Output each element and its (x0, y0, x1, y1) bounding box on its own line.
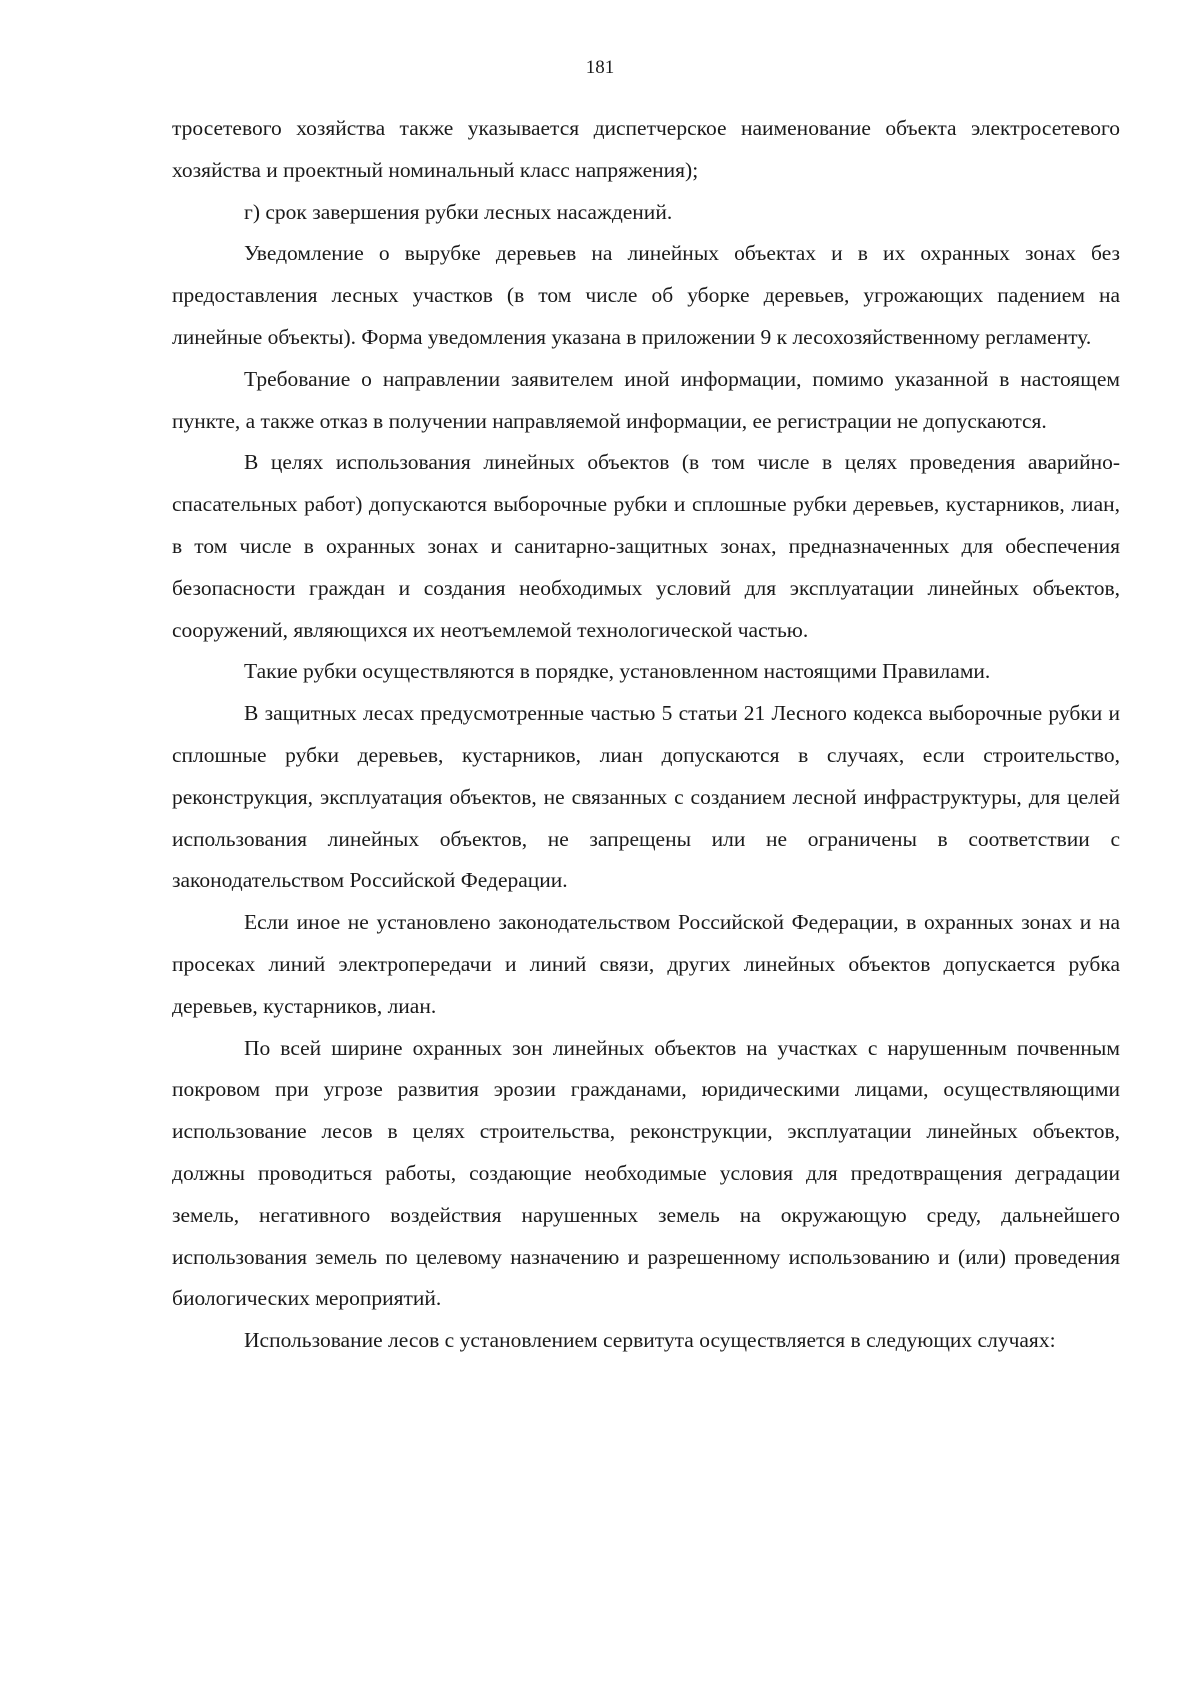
paragraph-servitude: Использование лесов с установлением сервитута осуществляется в следующих случаях: (244, 1328, 1056, 1353)
paragraph-protected-zones: Если иное не установлено законодательством Российской Федерации, в охранных зонах и на просеках линий электропередачи и линий связи, других линейных объектов допускается рубка деревьев, кустарников, лиан. (172, 910, 1120, 1018)
paragraph-protective-forests: В защитных лесах предусмотренные частью 5 статьи 21 Лесного кодекса выборочные рубки и сплошные рубки деревьев, кустарников, лиан допускаются в случаях, если строительство, реконструкция, эксплуатация объектов, не связанных с созданием лесной инфраструктуры, для целей использования линейных объектов, не запрещены или не ограничены в соответствии с законодательством Российской Федерации. (172, 701, 1120, 893)
paragraph-requirement: Требование о направлении заявителем иной информации, помимо указанной в настоящем пункте, а также отказ в получении направляемой информации, ее регистрации не допускаются. (172, 366, 1120, 433)
document-body (172, 108, 1120, 1362)
paragraph-such-cuttings: Такие рубки осуществляются в порядке, установленном настоящими Правилами. (244, 659, 991, 684)
page-number: 181 (585, 57, 615, 78)
paragraph-linear-objects: В целях использования линейных объектов (в том числе в целях проведения аварийно-спасательных работ) допускаются выборочные рубки и сплошные рубки деревьев, кустарников, лиан, в том числе в охранных зонах и санитарно-защитных зонах, предназначенных для обеспечения безопасности граждан и создания необходимых условий для эксплуатации линейных объектов, сооружений, являющихся их неотъемлемой технологической частью. (172, 450, 1120, 642)
paragraph-notification: Уведомление о вырубке деревьев на линейных объектах и в их охранных зонах без предоставления лесных участков (в том числе об уборке деревьев, угрожающих падением на линейные объекты). Форма уведомления указана в приложении 9 к лесохозяйственному регламенту. (172, 241, 1120, 349)
paragraph-continuation: тросетевого хозяйства также указывается диспетчерское наименование объекта электросетевого хозяйства и проектный номинальный класс напряжения); (172, 116, 1120, 182)
paragraph-erosion: По всей ширине охранных зон линейных объектов на участках с нарушенным почвенным покровом при угрозе развития эрозии гражданами, юридическими лицами, осуществляющими использование лесов в целях строительства, реконструкции, эксплуатации линейных объектов, должны проводиться работы, создающие необходимые условия для предотвращения деградации земель, негативного воздействия нарушенных земель на окружающую среду, дальнейшего использования земель по целевому назначению и разрешенному использованию и (или) проведения биологических мероприятий. (172, 1035, 1120, 1311)
paragraph-item-g: г) срок завершения рубки лесных насаждений. (244, 199, 673, 224)
